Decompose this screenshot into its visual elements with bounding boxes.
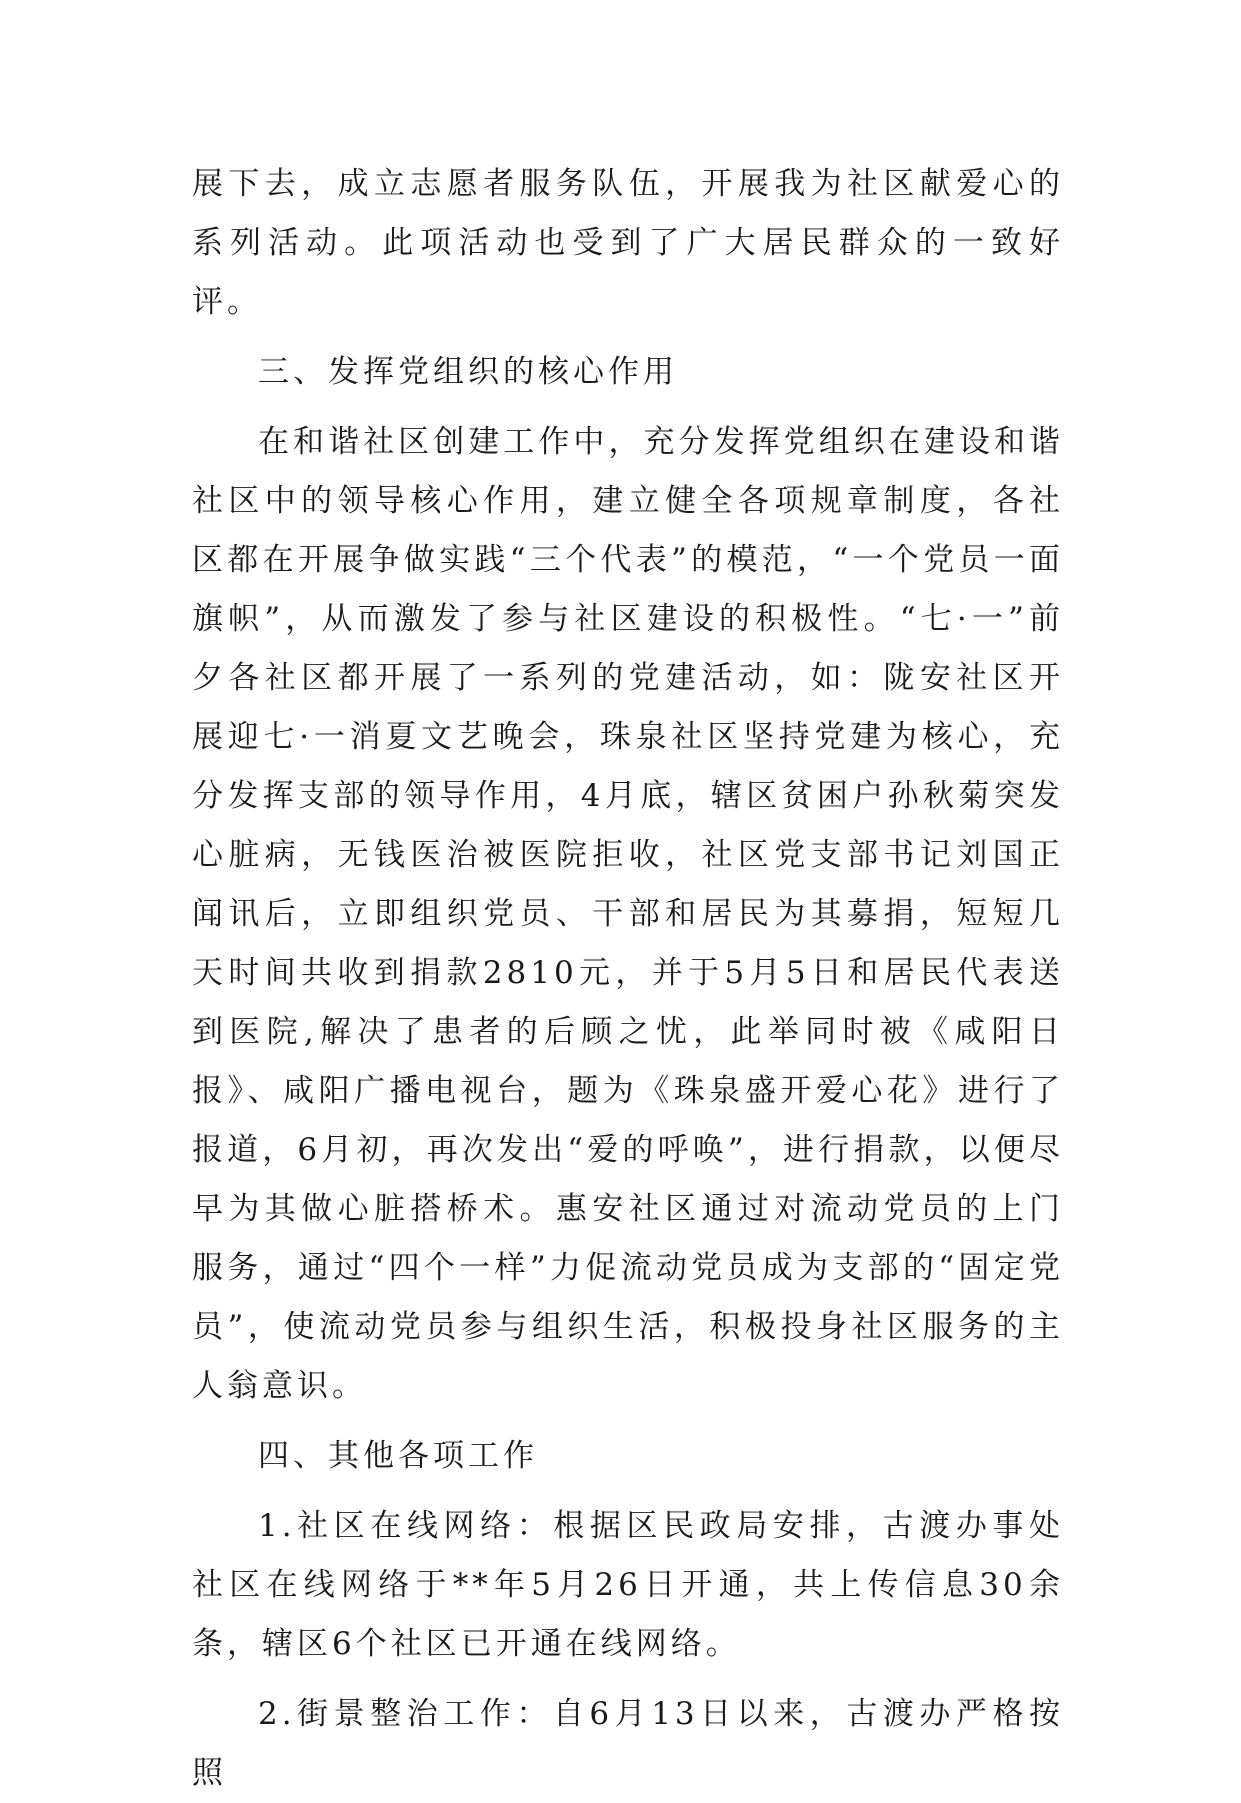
document-body [192,155,1064,1803]
paragraph-party-organization: 在和谐社区创建工作中，充分发挥党组织在建设和谐社区中的领导核心作用，建立健全各项规章制度，各社区都在开展争做实践“三个代表”的模范，“一个党员一面旗帜”，从而激发了参与社区建设的积极性。“七·一”前夕各社区都开展了一系列的党建活动，如：陇安社区开展迎七·一消夏文艺晚会，珠泉社区坚持党建为核心，充分发挥支部的领导作用，4月底，辖区贫困户孙秋菊突发心脏病，无钱医治被医院拒收，社区党支部书记刘国正闻讯后，立即组织党员、干部和居民为其募捐，短短几天时间共收到捐款2810元，并于5月5日和居民代表送到医院,解决了患者的后顾之忧，此举同时被《咸阳日报》、咸阳广播电视台，题为《珠泉盛开爱心花》进行了报道，6月初，再次发出“爱的呼唤”，进行捐款，以便尽早为其做心脏搭桥术。惠安社区通过对流动党员的上门服务，通过“四个一样”力促流动党员成为支部的“固定党员”，使流动党员参与组织生活，积极投身社区服务的主人翁意识。 [192,424,1064,1404]
paragraph-continuation: 展下去，成立志愿者服务队伍，开展我为社区献爱心的系列活动。此项活动也受到了广大居民群众的一致好评。 [192,166,1064,320]
section-heading-3: 三、发挥党组织的核心作用 [258,354,678,390]
paragraph-online-network: 1.社区在线网络：根据区民政局安排，古渡办事处社区在线网络于**年5月26日开通，共上传信息30余条，辖区6个社区已开通在线网络。 [192,1508,1064,1662]
paragraph-streetscape: 2.街景整治工作：自6月13日以来，古渡办严格按照 [192,1696,1064,1791]
section-heading-4: 四、其他各项工作 [258,1438,538,1474]
